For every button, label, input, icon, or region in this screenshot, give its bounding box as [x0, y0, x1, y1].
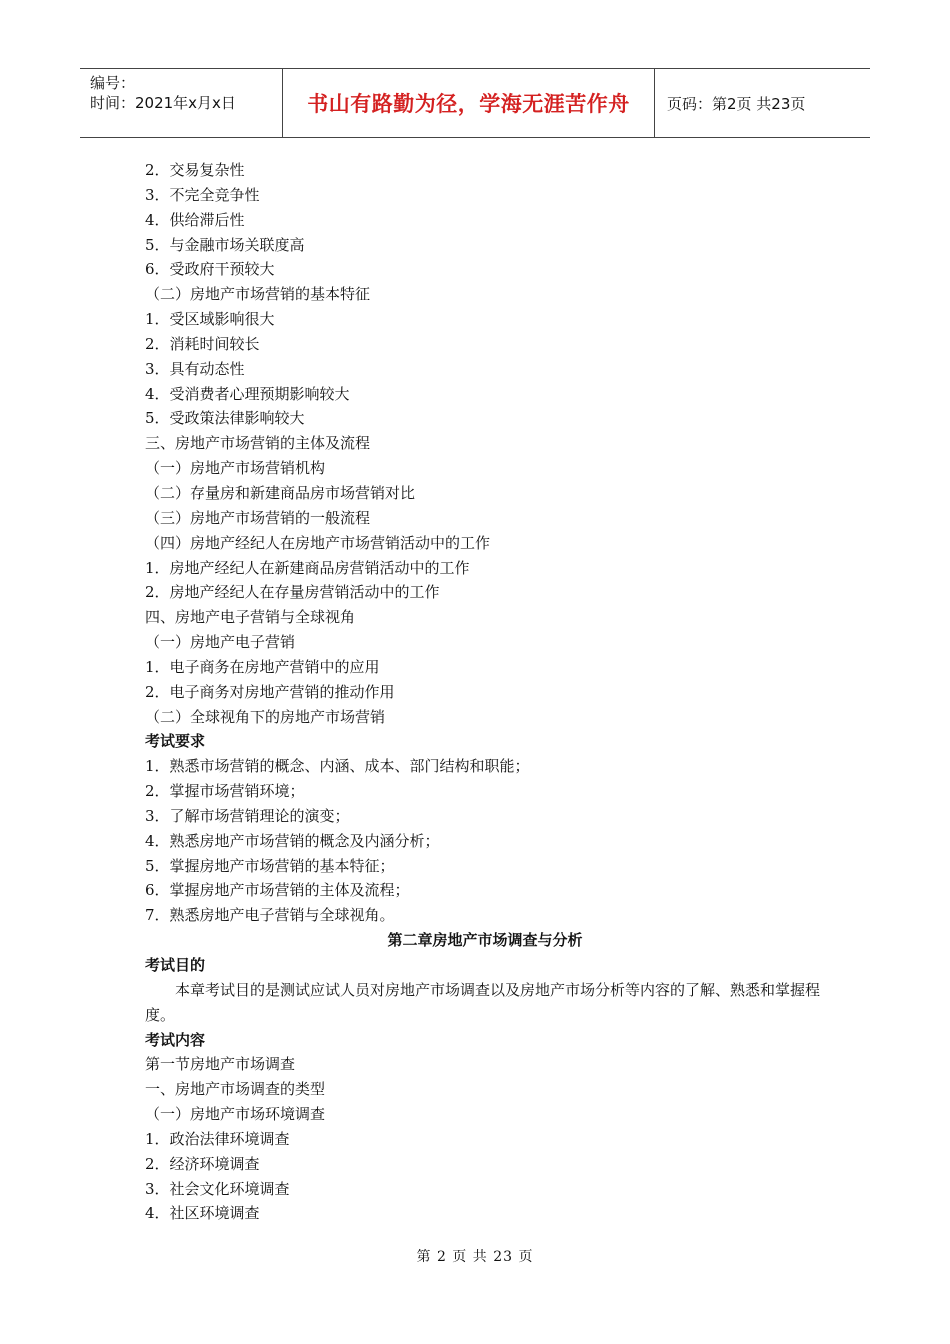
outline-item: 2．消耗时间较长	[145, 334, 260, 353]
outline-item: 1．熟悉市场营销的概念、内涵、成本、部门结构和职能；	[145, 757, 530, 776]
outline-item: 4．社区环境调查	[145, 1204, 260, 1223]
document-body	[145, 158, 825, 1226]
outline-item: 一、房地产市场调查的类型	[145, 1080, 326, 1099]
outline-item: （二）全球视角下的房地产市场营销	[145, 707, 386, 726]
outline-item: （二）存量房和新建商品房市场营销对比	[145, 483, 416, 502]
outline-item: 4．受消费者心理预期影响较大	[145, 384, 350, 403]
outline-item: 3．了解市场营销理论的演变；	[145, 806, 350, 825]
outline-item: 5．与金融市场关联度高	[145, 235, 305, 254]
outline-item: 5．掌握房地产市场营销的基本特征；	[145, 856, 395, 875]
outline-item: 3．不完全竞争性	[145, 185, 260, 204]
outline-item: 6．掌握房地产市场营销的主体及流程；	[145, 881, 410, 900]
page-header	[80, 68, 870, 138]
outline-item: 3．社会文化环境调查	[145, 1179, 290, 1198]
document-time-label: 时间：2021年x月x日	[90, 94, 236, 112]
outline-item: 2．交易复杂性	[145, 161, 245, 179]
outline-item: 2．电子商务对房地产营销的推动作用	[145, 682, 395, 701]
outline-item: 2．经济环境调查	[145, 1154, 260, 1173]
document-number-label: 编号：	[90, 74, 136, 92]
outline-item: 4．熟悉房地产市场营销的概念及内涵分析；	[145, 831, 440, 850]
header-page-info: 页码：第2页 共23页	[667, 94, 806, 113]
outline-item: 四、房地产电子营销与全球视角	[145, 608, 356, 627]
outline-item: 三、房地产市场营销的主体及流程	[145, 434, 371, 453]
section-heading: 考试目的	[145, 956, 206, 974]
outline-item: 6．受政府干预较大	[145, 260, 275, 279]
outline-item: 4．供给滞后性	[145, 210, 245, 229]
section-heading: 考试内容	[145, 1030, 206, 1049]
chapter-title: 第二章房地产市场调查与分析	[387, 931, 583, 950]
header-motto: 书山有路勤为径，学海无涯苦作舟	[283, 69, 655, 137]
outline-item: （一）房地产市场环境调查	[145, 1105, 326, 1124]
outline-item: （一）房地产市场营销机构	[145, 459, 326, 478]
outline-item: 1．电子商务在房地产营销中的应用	[145, 657, 380, 676]
outline-item: 1．政治法律环境调查	[145, 1129, 290, 1148]
outline-item: 1．受区域影响很大	[145, 310, 275, 329]
section-heading: 考试要求	[145, 732, 206, 751]
outline-item: 2．房地产经纪人在存量房营销活动中的工作	[145, 583, 440, 602]
outline-item: 7．熟悉房地产电子营销与全球视角。	[145, 906, 395, 925]
outline-item: （一）房地产电子营销	[145, 633, 296, 652]
outline-item: 5．受政策法律影响较大	[145, 409, 305, 428]
body-paragraph: 本章考试目的是测试应试人员对房地产市场调查以及房地产市场分析等内容的了解、熟悉和掌握程度。	[145, 980, 821, 1024]
outline-item: （三）房地产市场营销的一般流程	[145, 508, 371, 527]
outline-item: 3．具有动态性	[145, 359, 245, 378]
outline-item: （四）房地产经纪人在房地产市场营销活动中的工作	[145, 533, 491, 552]
outline-item: 第一节房地产市场调查	[145, 1055, 296, 1074]
outline-item: 1．房地产经纪人在新建商品房营销活动中的工作	[145, 558, 470, 577]
outline-item: 2．掌握市场营销环境；	[145, 782, 305, 801]
header-meta	[80, 69, 283, 137]
outline-item: （二）房地产市场营销的基本特征	[145, 285, 371, 304]
page-footer: 第 2 页 共 23 页	[416, 1249, 534, 1265]
